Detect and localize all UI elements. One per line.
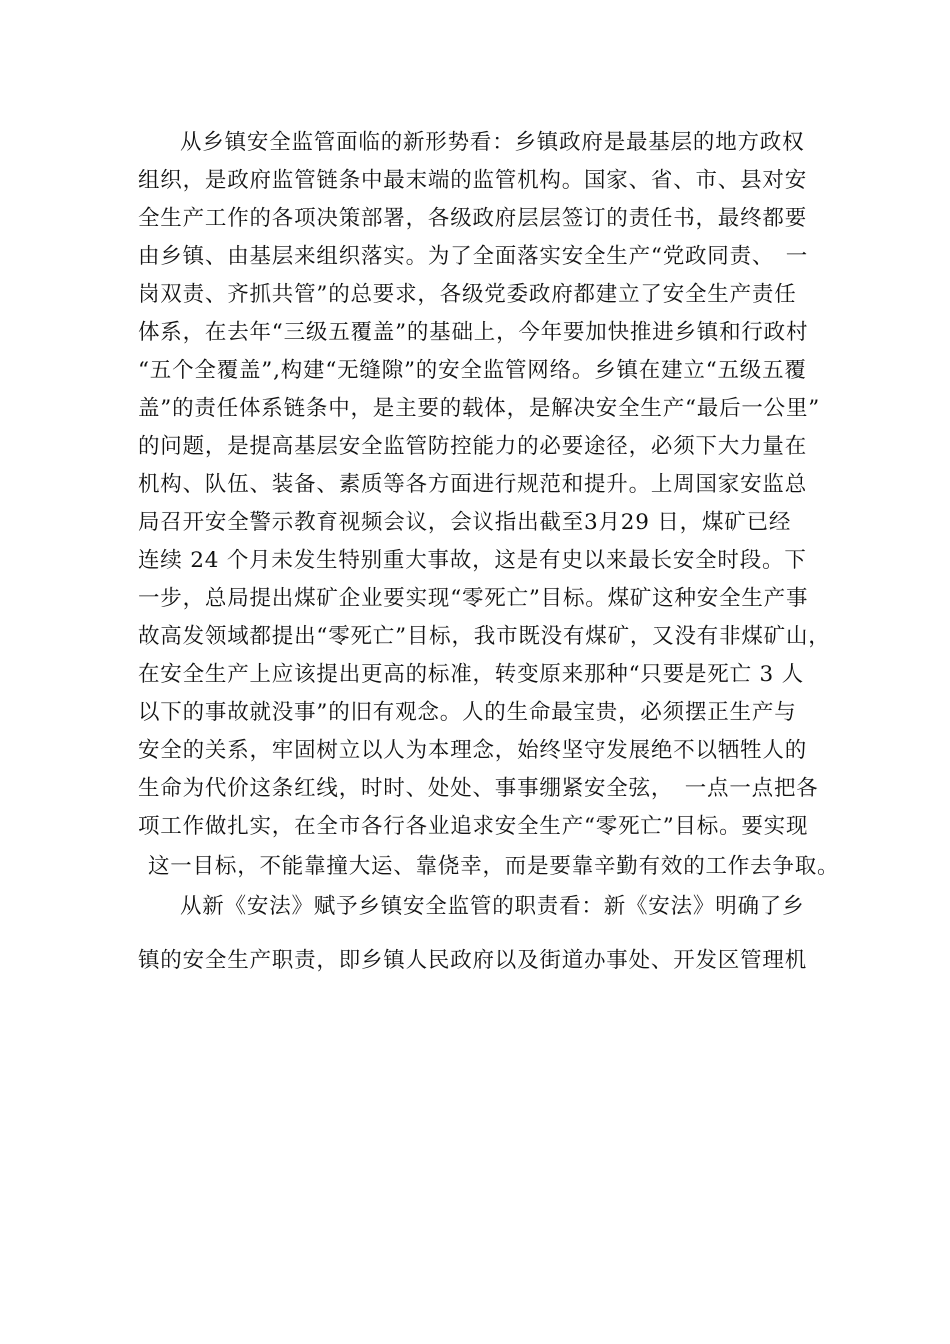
text-line: 项工作做扎实，在全市各行各业追求安全生产“零死亡”目标。要实现: [138, 814, 809, 839]
text-line: 连续 24 个月未发生特别重大事故，这是有史以来最长安全时段。下: [138, 548, 807, 573]
text-line: 从乡镇安全监管面临的新形势看：乡镇政府是最基层的地方政权: [180, 130, 805, 155]
text-line: 镇的安全生产职责，即乡镇人民政府以及街道办事处、开发区管理机: [138, 948, 808, 973]
text-line: 盖”的责任体系链条中，是主要的载体，是解决安全生产“最后一公里”: [138, 396, 821, 421]
text-line: 这一目标，不能靠撞大运、靠侥幸，而是要靠辛勤有效的工作去争取。: [148, 854, 840, 879]
text-line: 由乡镇、由基层来组织落实。为了全面落实安全生产“党政同责、 一: [138, 244, 809, 269]
text-line: 体系，在去年“三级五覆盖”的基础上，今年要加快推进乡镇和行政村: [138, 320, 809, 345]
text-line: “五个全覆盖”,构建“无缝隙”的安全监管网络。乡镇在建立“五级五覆: [138, 358, 807, 383]
text-line: 机构、队伍、装备、素质等各方面进行规范和提升。上周国家安监总: [138, 472, 808, 497]
text-line: 组织，是政府监管链条中最末端的监管机构。国家、省、市、县对安: [138, 168, 808, 193]
text-line: 生命为代价这条红线，时时、处处、事事绷紧安全弦， 一点一点把各: [138, 776, 819, 801]
text-line: 岗双责、齐抓共管”的总要求，各级党委政府都建立了安全生产责任: [138, 282, 797, 307]
text-line: 的问题，是提高基层安全监管防控能力的必要途径，必须下大力量在: [138, 434, 808, 459]
text-line: 在安全生产上应该提出更高的标准，转变原来那种“只要是死亡 3 人: [138, 662, 804, 687]
text-line: 一步，总局提出煤矿企业要实现“零死亡”目标。煤矿这种安全生产事: [138, 586, 809, 611]
text-line: 局召开安全警示教育视频会议，会议指出截至3月29 日，煤矿已经: [138, 510, 792, 535]
text-line: 从新《安法》赋予乡镇安全监管的职责看：新《安法》明确了乡: [180, 894, 805, 919]
text-line: 以下的事故就没事”的旧有观念。人的生命最宝贵，必须摆正生产与: [138, 700, 797, 725]
text-line: 安全的关系，牢固树立以人为本理念，始终坚守发展绝不以牺牲人的: [138, 738, 808, 763]
text-line: 全生产工作的各项决策部署，各级政府层层签订的责任书，最终都要: [138, 206, 808, 231]
text-line: 故高发领域都提出“零死亡”目标，我市既没有煤矿，又没有非煤矿山，: [138, 624, 831, 649]
